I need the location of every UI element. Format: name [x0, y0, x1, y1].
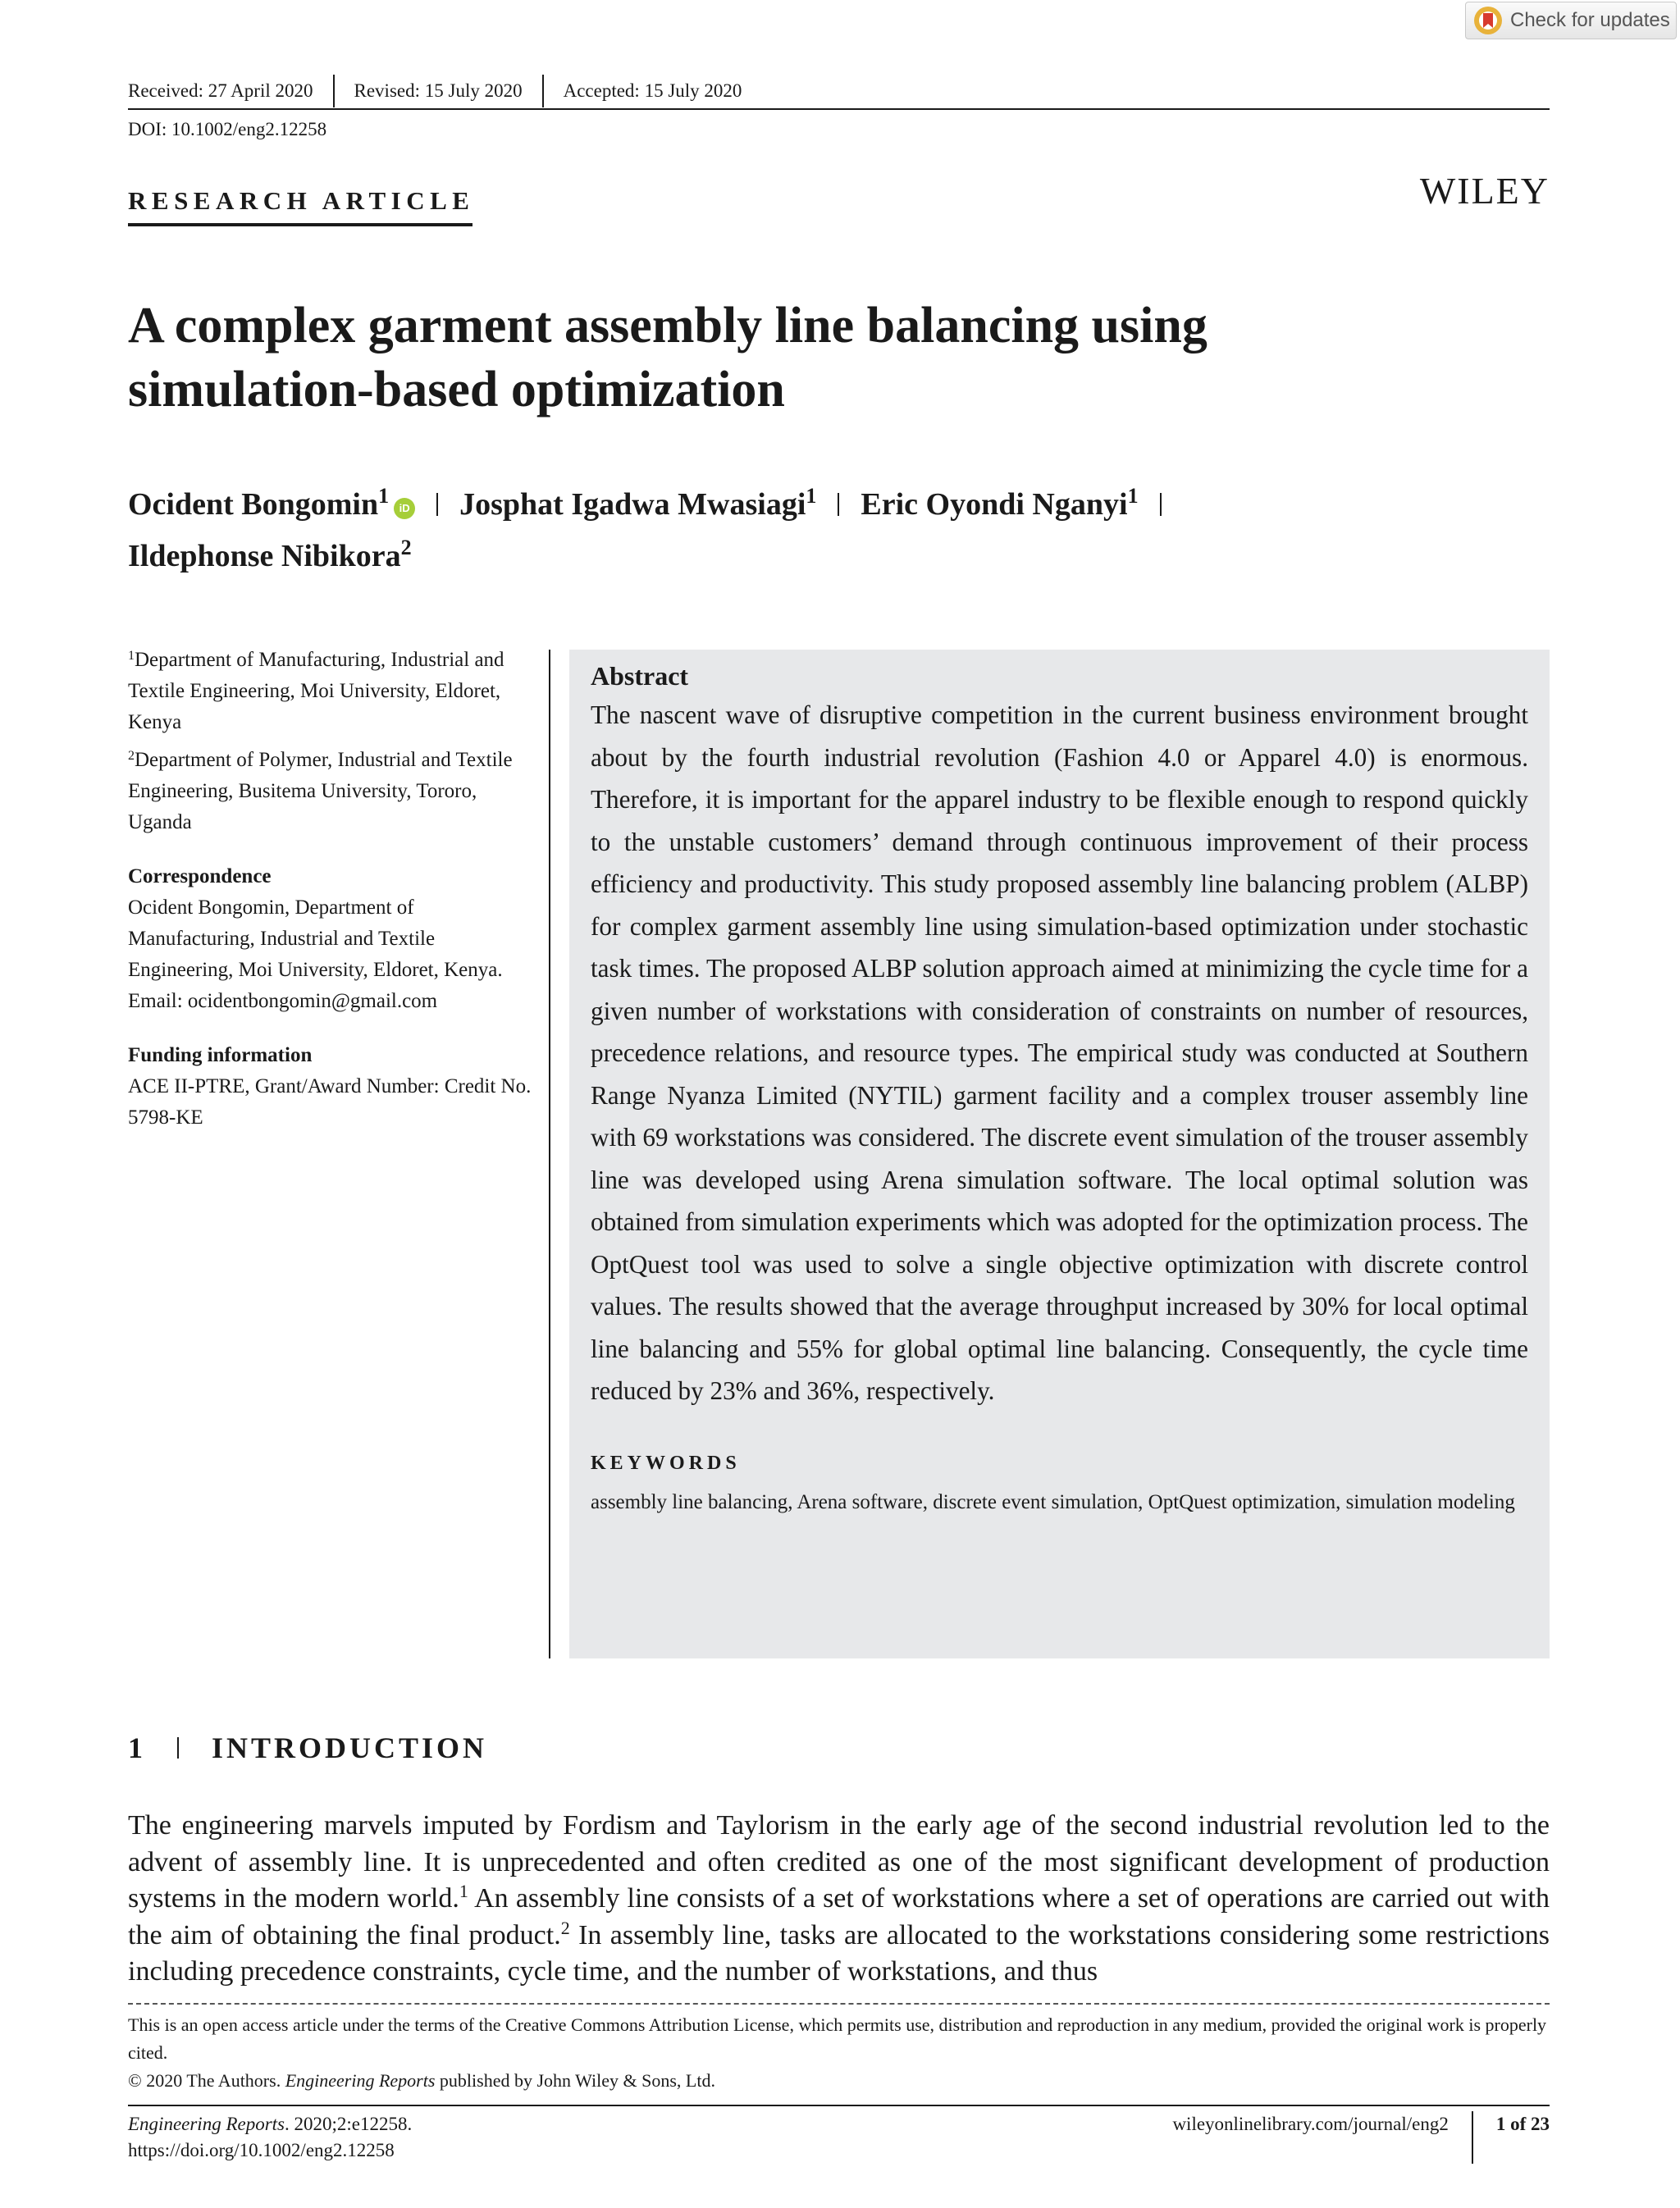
citation-ref[interactable]: 2 [560, 1917, 570, 1938]
footer-rule [128, 2105, 1550, 2106]
affiliation [128, 645, 536, 738]
affiliation-marker: 1 [1127, 484, 1139, 508]
doi-link[interactable]: https://doi.org/10.1002/eng2.12258 [128, 2140, 395, 2160]
abstract-heading: Abstract [591, 661, 689, 691]
check-for-updates-button[interactable] [1465, 2, 1677, 39]
author-name: Ildephonse Nibikora [128, 539, 401, 573]
divider [838, 493, 839, 516]
affiliation-number: 1 [128, 649, 135, 663]
affiliation [128, 745, 536, 838]
funding-heading: Funding information [128, 1044, 313, 1066]
received-date: Received: 27 April 2020 [128, 80, 313, 101]
affiliation-marker: 1 [378, 484, 390, 508]
section-heading [128, 1731, 487, 1765]
affiliation-number: 2 [128, 749, 135, 763]
journal-name: Engineering Reports [285, 2070, 436, 2091]
correspondence-text: Ocident Bongomin, Department of Manufacturing, Industrial and Textile Engineering, Moi University, Eldoret, Kenya. [128, 896, 503, 981]
introduction-paragraph [128, 1808, 1550, 1991]
article-history [128, 74, 761, 108]
affiliation-text: Department of Polymer, Industrial and Textile Engineering, Busitema University, Tororo, Uganda [128, 749, 513, 833]
license-text: This is an open access article under the terms of the Creative Commons Attribution License, which permits use, distribution and reproduction in any medium, provided the original work is properly cited. [128, 2014, 1547, 2063]
citation-text: . 2020;2:e12258. [285, 2114, 413, 2134]
correspondence-heading: Correspondence [128, 865, 272, 887]
header-rule [128, 108, 1550, 110]
keywords-heading: KEYWORDS [591, 1452, 741, 1474]
text-run: © 2020 The Authors. [128, 2070, 285, 2091]
citation-line [128, 2111, 412, 2137]
article-type-underline [128, 223, 472, 226]
page-number: 1 of 23 [1495, 2114, 1550, 2134]
author[interactable] [459, 484, 817, 522]
paper-title [128, 294, 1522, 422]
funding-text: ACE II-PTRE, Grant/Award Number: Credit No. 5798-KE [128, 1075, 532, 1129]
journal-website-link[interactable]: wileyonlinelibrary.com/journal/eng2 [1172, 2114, 1449, 2134]
orcid-icon[interactable]: iD [394, 498, 415, 519]
article-type: RESEARCH ARTICLE [128, 186, 475, 215]
abstract-text: The nascent wave of disruptive competition in the current business environment brought about by the fourth industrial revolution (Fashion 4.0 or Apparel 4.0) is enormous. Therefore, it is important for the apparel industry to be flexible enough to respond quickly to the unstable customers’ demand through continuous improvement of their process efficiency and productivity. This study proposed assembly line balancing problem (ALBP) for complex garment assembly line using simulation-based optimization under stochastic task times. The proposed ALBP solution approach aimed at minimizing the cycle time for a given number of workstations with consideration of constraints on number of resources, precedence relations, and resource types. The empirical study was conducted at Southern Range Nyanza Limited (NYTIL) garment facility and a complex trouser assembly line with 69 workstations was considered. The discrete event simulation of the trouser assembly line was developed using Arena simulation software. The local optimal solution was obtained from simulation experiments which was adopted for the optimization process. The OptQuest tool was used to solve a single objective optimization with discrete control values. The results showed that the average throughput increased by 30% for local optimal line balancing and 55% for global optimal line balancing. Consequently, the cycle time reduced by 23% and 36%, respectively. [591, 700, 1528, 1405]
crossmark-icon [1474, 7, 1502, 34]
accepted-date: Accepted: 15 July 2020 [563, 80, 742, 101]
title-line: simulation-based optimization [128, 362, 785, 417]
keywords-text: assembly line balancing, Arena software, discrete event simulation, OptQuest optimization, simulation modeling [591, 1490, 1515, 1513]
affiliation-marker: 1 [806, 484, 817, 508]
author-list [128, 479, 1555, 582]
doi[interactable]: DOI: 10.1002/eng2.12258 [128, 119, 327, 139]
author-name: Ocident Bongomin [128, 487, 379, 522]
license-note [128, 2011, 1550, 2095]
journal-name: Engineering Reports [128, 2114, 285, 2134]
author-name: Eric Oyondi Nganyi [861, 487, 1128, 522]
text-run: published by John Wiley & Sons, Ltd. [435, 2070, 715, 2091]
text-run: The engineering marvels imputed by Fordism and Taylorism in the early age of the second industrial revolution led to the advent of assembly line. It is unprecedented and often credited as one of the most significant development of production systems in the modern world. [128, 1810, 1550, 1914]
section-number: 1 [128, 1731, 146, 1764]
affiliation-marker: 2 [400, 536, 412, 559]
author-name: Josphat Igadwa Mwasiagi [459, 487, 806, 522]
footer-right [1066, 2111, 1550, 2164]
abstract-box [569, 650, 1550, 1658]
divider [1472, 2111, 1473, 2164]
column-divider [549, 650, 550, 1658]
author[interactable] [128, 484, 415, 522]
author[interactable] [128, 536, 412, 573]
publisher-logo: WILEY [1419, 170, 1550, 212]
copyright-line [128, 2067, 1550, 2095]
article-info-column [128, 645, 536, 1134]
affiliation-text: Department of Manufacturing, Industrial and Textile Engineering, Moi University, Eldoret, Kenya [128, 649, 504, 733]
section-title: INTRODUCTION [212, 1731, 488, 1764]
footnote-divider [128, 2003, 1550, 2005]
citation-ref[interactable]: 1 [459, 1881, 468, 1901]
divider [436, 493, 438, 516]
divider [1160, 493, 1162, 516]
correspondence-email[interactable]: Email: ocidentbongomin@gmail.com [128, 990, 438, 1012]
footer-citation [128, 2111, 412, 2164]
text-run: An assembly line consists of a set of workstations where a set of operations are carried out with the aim of obtaining the final product. [128, 1883, 1550, 1950]
title-line: A complex garment assembly line balancing using [128, 298, 1208, 354]
text-run: In assembly line, tasks are allocated to the workstations considering some restrictions including precedence constraints, cycle time, and the number of workstations, and thus [128, 1919, 1550, 1987]
divider [177, 1737, 179, 1759]
revised-date: Revised: 15 July 2020 [354, 80, 523, 101]
check-for-updates-label: Check for updates [1510, 9, 1670, 31]
author[interactable] [861, 484, 1139, 522]
